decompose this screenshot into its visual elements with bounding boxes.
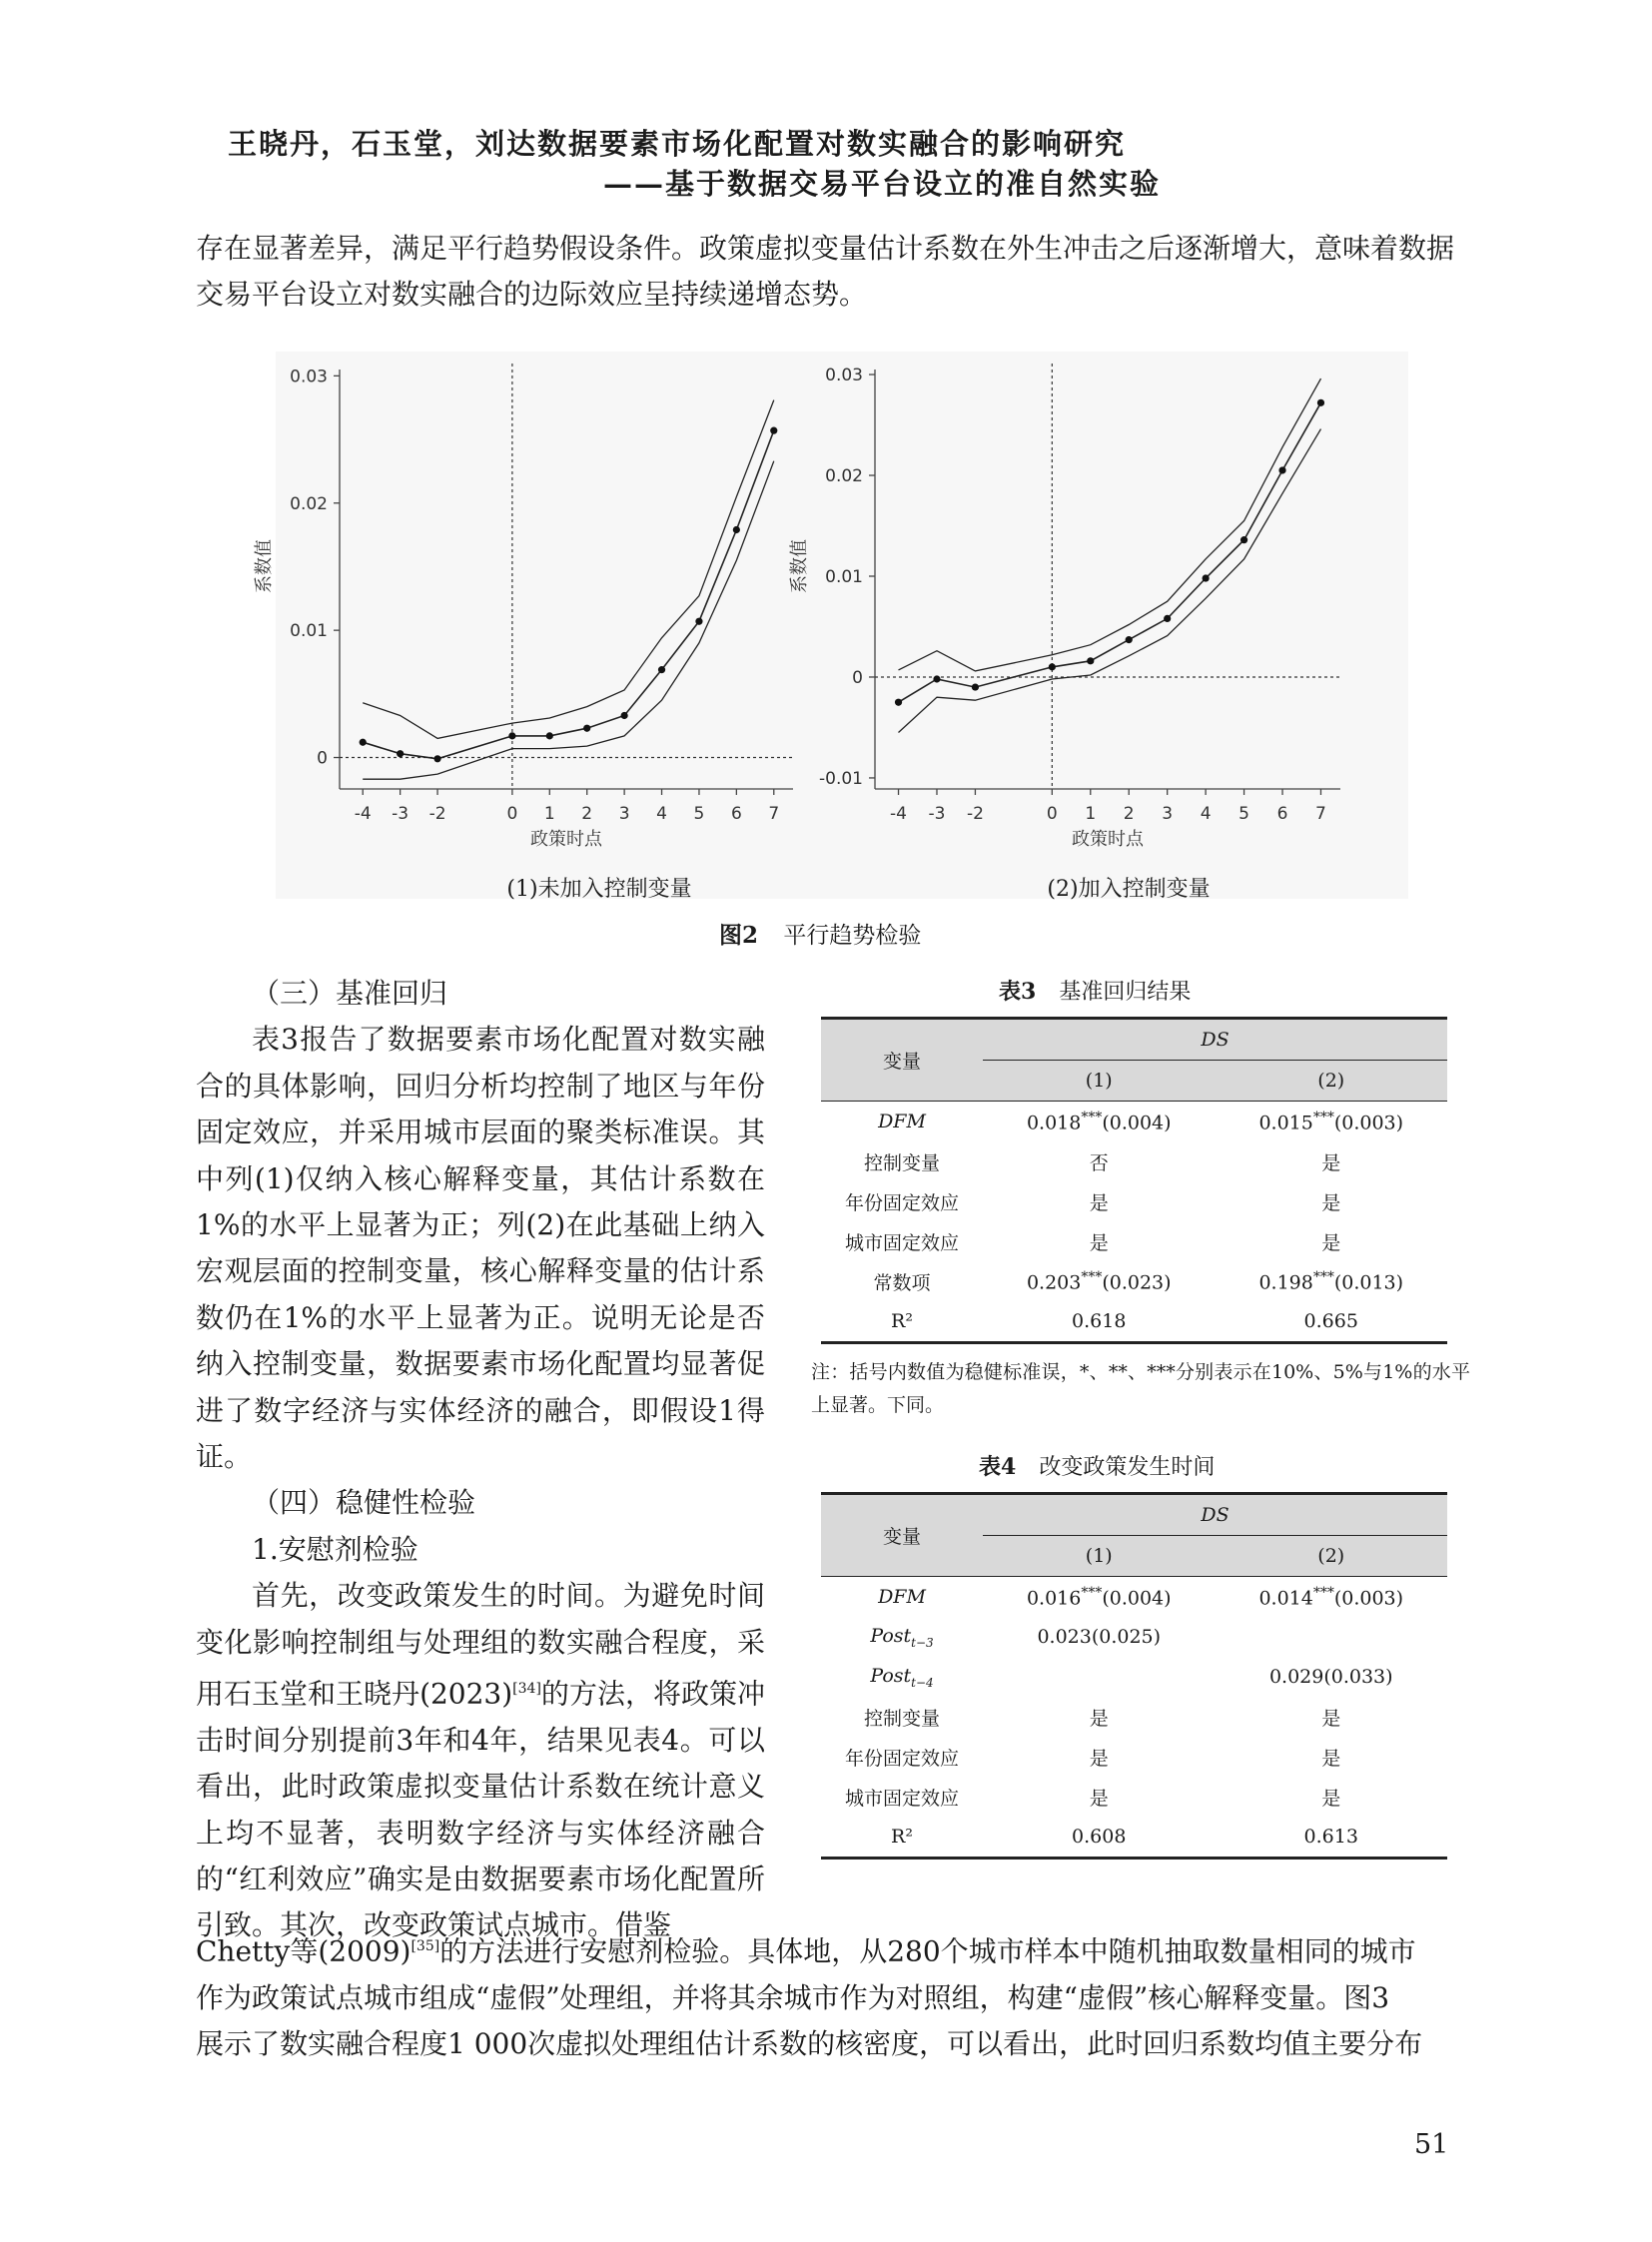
table-3-var-header: 变量 [821, 1019, 983, 1102]
table-3-header-row [821, 1019, 1447, 1061]
running-header-title: 数据要素市场化配置对数实融合的影响研究 [537, 127, 1127, 161]
ci-upper-line [899, 378, 1321, 671]
x-axis-title: 政策时点 [530, 829, 602, 850]
y-axis-title: 系数值 [254, 539, 275, 593]
paragraph-placebo [196, 1573, 765, 1949]
figure-2-caption [719, 917, 921, 950]
row-label: Post$_{t-4}$ [870, 1664, 934, 1690]
coefficient-point [972, 683, 979, 690]
cell-col1: 是 [1089, 1787, 1109, 1810]
bottom-line-1a: Chetty等(2009) [196, 1934, 412, 1968]
bottom-line-2: 作为政策试点城市组成“虚假”处理组，并将其余城市作为对照组，构建“虚假”核心解释变量。图3 [196, 1980, 1390, 2014]
coefficient-point [733, 526, 740, 533]
row-label: DFM [878, 1586, 926, 1608]
paragraph-baseline-regression: 表3报告了数据要素市场化配置对数实融合的具体影响，回归分析均控制了地区与年份固定效应，并采用城市层面的聚类标准误。其中列(1)仅纳入核心解释变量，其估计系数在1%的水平上显著为正；列(2)在此基础上纳入宏观层面的控制变量，核心解释变量的估计系数仍在1%的水平上显著为正。说明无论是否纳入控制变量，数据要素市场化配置均显著促进了数字经济与实体经济的融合，即假设1得证。 [196, 1023, 765, 1474]
x-tick-label: 7 [768, 804, 780, 824]
table-row [821, 1577, 1447, 1618]
para-placebo-part2: 的方法，将政策冲击时间分别提前3年和4年，结果见表4。可以看出，此时政策虚拟变量估计系数在统计意义上均不显著，表明数字经济与实体经济融合的“红利效应”确实是由数据要素市场化配置所引致。其次，改变政策试点城市。借鉴 [196, 1677, 765, 1942]
coefficient-point [546, 732, 553, 739]
coefficient-line [899, 402, 1321, 702]
cell-col1: 0.608 [983, 1817, 1216, 1859]
citation-34: [34] [512, 1681, 541, 1698]
coefficient-point [695, 618, 702, 625]
row-label: 年份固定效应 [844, 1747, 959, 1770]
coefficient-point [1240, 536, 1247, 543]
coefficient-point [397, 750, 404, 757]
table-4-label: 表4 [979, 1454, 1017, 1480]
cell-col2: 0.613 [1216, 1817, 1448, 1859]
x-tick-label: 1 [543, 804, 555, 824]
table-4-grid [821, 1492, 1447, 1860]
table-row [821, 1737, 1447, 1777]
table-4-var-header: 变量 [821, 1494, 983, 1577]
x-tick-label: 0 [506, 804, 518, 824]
figure-2-caption-text: 平行趋势检验 [783, 923, 922, 949]
table-row [821, 1697, 1447, 1737]
table-row [821, 1817, 1447, 1859]
table-row [821, 1181, 1447, 1221]
figure-2-plots [254, 352, 1408, 899]
cell-col2: 0.198***(0.013) [1258, 1268, 1404, 1294]
row-label: 控制变量 [863, 1707, 940, 1730]
table-3-grid [821, 1017, 1447, 1344]
table-4-dep-header: DS [983, 1494, 1447, 1536]
y-axis-title: 系数值 [789, 539, 810, 593]
coefficient-point [433, 755, 440, 762]
cell-col2: 是 [1321, 1191, 1341, 1214]
coefficient-point [360, 739, 367, 746]
cell-col2: 是 [1321, 1747, 1341, 1770]
coefficient-point [770, 427, 777, 434]
row-label: 城市固定效应 [844, 1787, 959, 1810]
coefficient-point [1164, 615, 1171, 622]
bottom-line-3: 展示了数实融合程度1 000次虚拟处理组估计系数的核密度，可以看出，此时回归系数均值主要分布 [196, 2027, 1423, 2061]
cell-col1: 是 [1089, 1231, 1109, 1254]
cell-col1: 否 [1089, 1151, 1109, 1174]
cell-col2: 0.665 [1216, 1301, 1448, 1343]
y-tick-label: 0.01 [290, 621, 328, 642]
bottom-line-1 [196, 1923, 1456, 1975]
figure-2 [254, 352, 1408, 899]
x-tick-label: 0 [1046, 804, 1058, 824]
cell-col2: 是 [1321, 1151, 1341, 1174]
coefficient-point [1278, 466, 1285, 473]
cell-col2: 0.015***(0.003) [1258, 1109, 1404, 1134]
table-row [821, 1141, 1447, 1181]
y-tick-label: -0.01 [819, 768, 863, 789]
cell-col1: 是 [1089, 1747, 1109, 1770]
table-3-col2-header: (2) [1216, 1061, 1448, 1102]
x-tick-label: 4 [1200, 804, 1212, 824]
subsection-heading-placebo: 1.安慰剂检验 [252, 1532, 418, 1566]
y-tick-label: 0.02 [290, 493, 328, 514]
cell-col1: 是 [1089, 1191, 1109, 1214]
table-3-note: 注：括号内数值为稳健标准误，*、**、***分别表示在10%、5%与1%的水平上显著。下同。 [811, 1361, 1470, 1416]
x-tick-label: 2 [1123, 804, 1135, 824]
row-label: 城市固定效应 [844, 1231, 959, 1254]
row-label: R² [821, 1817, 983, 1859]
coefficient-point [933, 675, 940, 682]
table-row [821, 1261, 1447, 1301]
coefficient-point [1087, 657, 1094, 664]
x-tick-label: 5 [693, 804, 705, 824]
table-row [821, 1221, 1447, 1261]
x-tick-label: -2 [966, 804, 984, 824]
row-label: 控制变量 [863, 1151, 940, 1174]
table-row [821, 1777, 1447, 1817]
section-heading-3: （三）基准回归 [252, 977, 448, 1010]
intro-paragraph [196, 226, 1456, 319]
x-tick-label: 6 [1276, 804, 1288, 824]
table-4-caption [979, 1450, 1215, 1481]
panel2-caption: (2)加入控制变量 [1047, 877, 1211, 902]
row-label: DFM [878, 1111, 926, 1132]
panel1-caption: (1)未加入控制变量 [506, 877, 692, 902]
y-tick-label: 0.02 [825, 466, 863, 487]
x-axis-title: 政策时点 [1072, 829, 1144, 850]
left-column [196, 971, 765, 1949]
row-label: 年份固定效应 [844, 1191, 959, 1214]
x-tick-label: 2 [581, 804, 593, 824]
table-4-header-row [821, 1494, 1447, 1536]
cell-col2: 是 [1321, 1787, 1341, 1810]
x-tick-label: -3 [928, 804, 946, 824]
para-placebo-part1: 首先，改变政策发生的时间。为避免时间变化影响控制组与处理组的数实融合程度，采用石玉堂和王晓丹(2023) [196, 1579, 765, 1711]
table-3-col1-header: (1) [983, 1061, 1216, 1102]
cell-col2: 是 [1321, 1231, 1341, 1254]
x-tick-label: -3 [392, 804, 410, 824]
coefficient-point [1126, 636, 1133, 643]
x-tick-label: 3 [618, 804, 630, 824]
y-tick-label: 0.03 [290, 367, 328, 387]
coefficient-point [658, 666, 665, 673]
cell-col1 [983, 1657, 1216, 1697]
coefficient-point [1203, 574, 1210, 581]
cell-col1: 0.018***(0.004) [1026, 1109, 1172, 1134]
x-tick-label: 4 [656, 804, 667, 824]
coefficient-point [621, 712, 628, 719]
coefficient-line [363, 430, 774, 759]
table-4-col2-header: (2) [1216, 1536, 1448, 1577]
x-tick-label: -4 [890, 804, 908, 824]
x-tick-label: 3 [1162, 804, 1174, 824]
table-3-title: 基准回归结果 [1059, 980, 1192, 1005]
cell-col1: 0.618 [983, 1301, 1216, 1343]
y-tick-label: 0.03 [825, 366, 863, 386]
figure-2-label: 图2 [719, 922, 759, 949]
ci-upper-line [363, 400, 774, 739]
row-label: 常数项 [873, 1271, 931, 1294]
cell-col2 [1216, 1617, 1448, 1657]
cell-col2: 0.029(0.033) [1268, 1666, 1393, 1688]
intro-text: 存在显著差异，满足平行趋势假设条件。政策虚拟变量估计系数在外生冲击之后逐渐增大，意味着数据交易平台设立对数实融合的边际效应呈持续递增态势。 [196, 232, 1455, 312]
bottom-paragraph [196, 1923, 1456, 2068]
table-3-label: 表3 [999, 979, 1037, 1005]
cell-col1: 0.203***(0.023) [1026, 1268, 1172, 1294]
citation-35: [35] [411, 1938, 440, 1954]
y-tick-label: 0 [852, 667, 863, 688]
running-header-subtitle: ——基于数据交易平台设立的准自然实验 [603, 167, 1162, 201]
coefficient-point [1049, 663, 1056, 670]
cell-col1: 是 [1089, 1707, 1109, 1730]
table-4-col1-header: (1) [983, 1536, 1216, 1577]
table-4-title: 改变政策发生时间 [1039, 1455, 1216, 1480]
x-tick-label: -2 [428, 804, 446, 824]
row-label: Post$_{t-3}$ [870, 1624, 934, 1650]
coefficient-point [508, 732, 515, 739]
table-3 [821, 1017, 1447, 1344]
table-row [821, 1617, 1447, 1657]
table-row [821, 1301, 1447, 1343]
page-number: 51 [1414, 2129, 1449, 2160]
coefficient-point [583, 725, 590, 732]
row-label: R² [821, 1301, 983, 1343]
table-3-caption [999, 975, 1191, 1006]
x-tick-label: 5 [1239, 804, 1249, 824]
ci-lower-line [899, 429, 1321, 733]
y-tick-label: 0.01 [825, 567, 863, 587]
y-tick-label: 0 [317, 748, 328, 769]
running-header-authors: 王晓丹，石玉堂，刘达 [228, 127, 538, 161]
x-tick-label: -4 [354, 804, 372, 824]
bottom-line-1b: 的方法进行安慰剂检验。具体地，从280个城市样本中随机抽取数量相同的城市 [439, 1934, 1416, 1968]
table-4 [821, 1492, 1447, 1860]
cell-col2: 0.014***(0.003) [1258, 1584, 1404, 1610]
x-tick-label: 6 [730, 804, 742, 824]
cell-col1: 0.023(0.025) [1037, 1626, 1162, 1648]
cell-col1: 0.016***(0.004) [1026, 1584, 1172, 1610]
x-tick-label: 1 [1085, 804, 1097, 824]
table-row [821, 1657, 1447, 1697]
table-3-dep-header: DS [983, 1019, 1447, 1061]
coefficient-point [1317, 399, 1324, 406]
x-tick-label: 7 [1315, 804, 1326, 824]
cell-col2: 是 [1321, 1707, 1341, 1730]
coefficient-point [895, 699, 902, 706]
section-heading-4: （四）稳健性检验 [252, 1486, 476, 1520]
table-row [821, 1102, 1447, 1142]
